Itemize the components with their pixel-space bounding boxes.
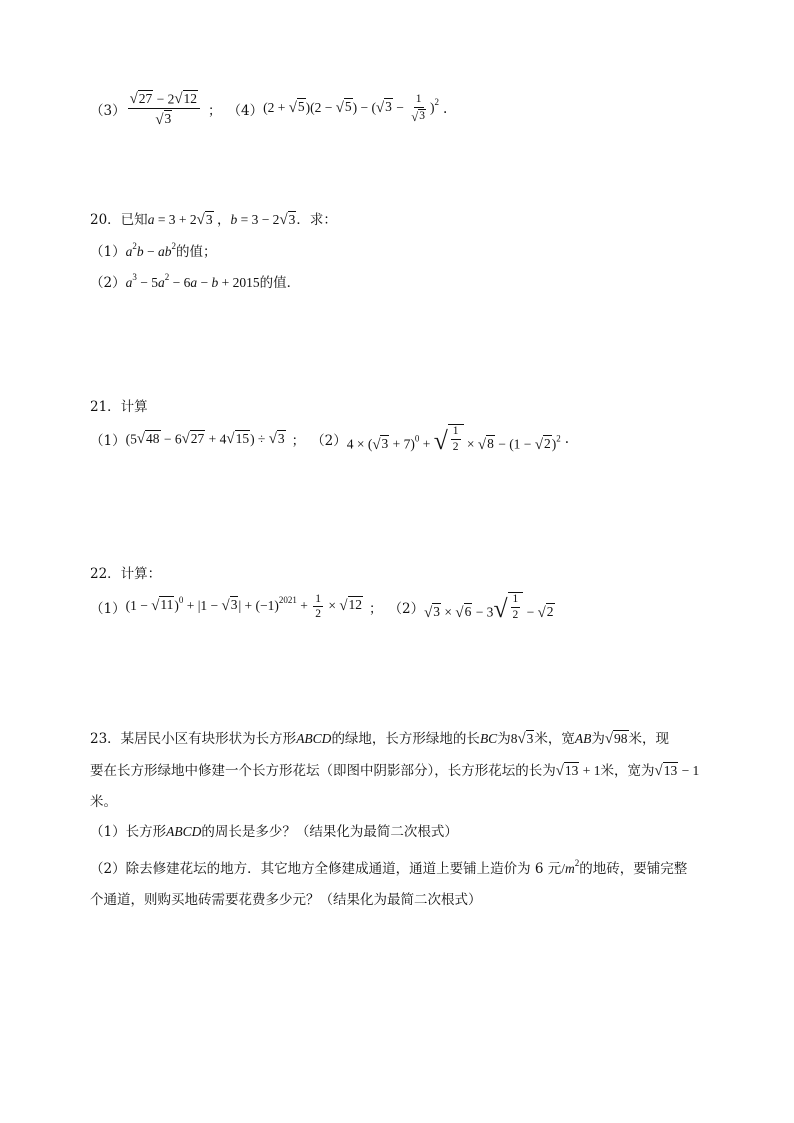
q20-part2-tail: 的值． — [259, 275, 301, 291]
q21-parts — [90, 424, 569, 453]
q22-heading: 22．计算： — [90, 566, 162, 582]
bed-width-value: √ 13 − 1 — [654, 762, 700, 779]
q19-part4-expression: (2 + √ 5 )(2 − √ 5 ) − ( √ 3 − 1 √ 3 )$^2$ — [263, 92, 439, 124]
q22-header — [90, 562, 161, 582]
q20-part1-expression: $a^2b - ab^2$ — [125, 240, 176, 259]
q22-part2-label: （2） — [388, 600, 425, 617]
q20-part1 — [90, 240, 216, 260]
rect-abcd-label: ABCD — [296, 731, 332, 746]
q20-part2 — [90, 271, 300, 291]
q22-part1-expression: (1 − √ 11 )$^0$ + |1 − √ 3 | + $(-1)^{2021}$ + $\frac{1}{2}$ × √ 12 — [125, 592, 363, 621]
q22-separator: ； — [369, 600, 383, 617]
q19-separator: ； — [208, 102, 222, 119]
q20-part1-label: （1） — [90, 244, 126, 260]
q21-header — [90, 395, 148, 415]
q22-part2-expression: √ 3 × √ 6 − 3 √ $\frac{1}{2}$ − √ 2 — [424, 593, 554, 623]
side-ab-label: AB — [574, 731, 592, 746]
q20-part1-tail: 的值； — [175, 244, 217, 260]
q23-part1: （1）长方形ABCD的周长是多少？（结果化为最简二次根式） — [90, 824, 458, 840]
q20-part2-label: （2） — [90, 275, 126, 291]
width-value: √ 98 — [604, 730, 628, 747]
q23-part2: （2）除去修建花坛的地方．其它地方全修建成通道，通道上要铺上造价为 6 元$/m^2$的地砖，要铺完整 个通道，则购买地砖需要花费多少元？（结果化为最简二次根式） — [90, 858, 688, 908]
q20-header — [90, 208, 337, 228]
q20-given: a = 3 + 2 √ 3 ，b = 3 − 2 √ 3 — [147, 211, 296, 228]
q21-separator: ； — [291, 432, 306, 449]
q21-part1-label: （1） — [90, 432, 126, 449]
q22-part1-label: （1） — [90, 600, 126, 617]
q20-heading-tail: ．求： — [296, 212, 337, 228]
unit-m2: $/m^2$ — [561, 858, 580, 876]
q19-line — [90, 90, 447, 127]
bed-length-value: √ 13 + 1 — [555, 762, 601, 779]
length-value: 8 √ 3 — [510, 730, 534, 747]
side-bc-label: BC — [479, 731, 498, 746]
q19-part4-label: （4） — [227, 102, 264, 119]
q19-part3-label: （3） — [90, 102, 126, 119]
q20-heading: 20．已知 — [90, 212, 148, 228]
q21-heading: 21．计算 — [90, 399, 148, 415]
q22-parts — [90, 592, 555, 621]
q21-end: . — [564, 430, 570, 447]
q20-part2-expression: $a^3 - 5a^2 - 6a - b + 2015$ — [125, 271, 260, 290]
q21-part2-expression: 4 × ( √ 3 + 7)$^0$ + √ $\frac{1}{2}$ × √ 8 − (1 − √ 2 )$^2$ — [346, 425, 561, 455]
q23-statement: 23．某居民小区有块形状为长方形ABCD的绿地，长方形绿地的长BC为8 √ 3 米，宽AB为 √ 98 米，现 要在长方形绿地中修建一个长方形花坛（即图中阴影部分），长方形花坛的长为 √ 13 + 1米，宽为 √ 13 − 1 米。 — [90, 730, 700, 810]
q21-part1-expression: (5 √ 48 − 6 √ 27 + 4 √ 15 ) ÷ √ 3 — [125, 430, 285, 448]
q21-part2-label: （2） — [311, 432, 347, 449]
q19-end: . — [443, 100, 448, 117]
q19-part3-expression: √ 27 − 2 √ 12 √ 3 — [128, 90, 200, 127]
